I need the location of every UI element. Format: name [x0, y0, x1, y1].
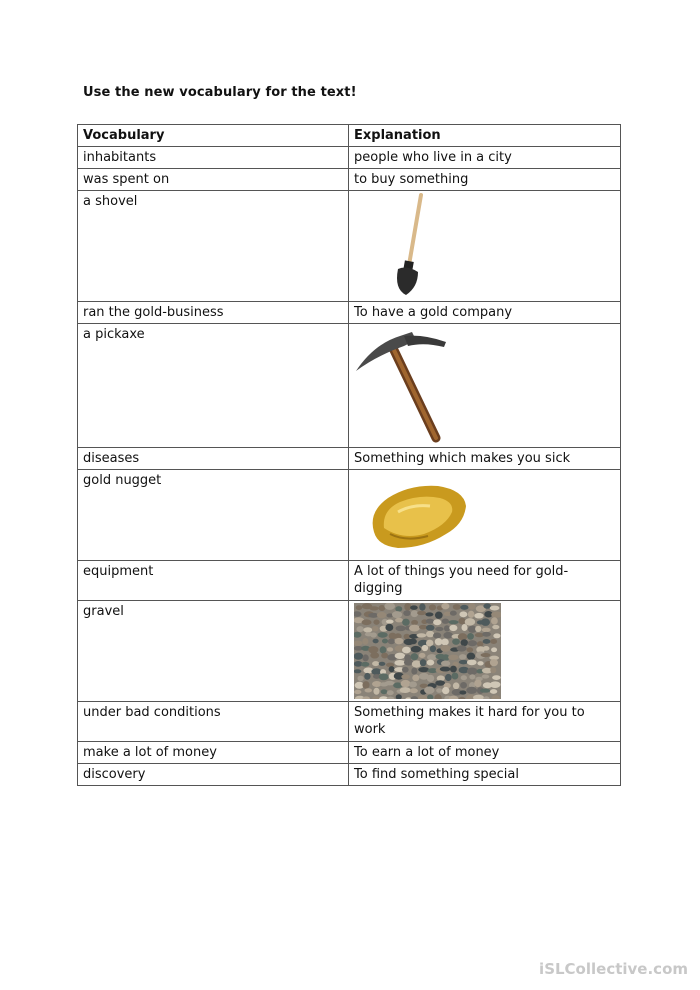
term-cell: diseases — [78, 448, 349, 470]
gravel-image — [354, 603, 501, 699]
vocabulary-header: Vocabulary — [78, 125, 349, 147]
pickaxe-image — [354, 326, 449, 444]
explanation-header: Explanation — [349, 125, 621, 147]
term-cell: a shovel — [78, 191, 349, 302]
watermark-logo: iSLCollective.com — [539, 960, 688, 978]
term-cell: gold nugget — [78, 470, 349, 561]
worksheet-title: Use the new vocabulary for the text! — [83, 85, 357, 100]
table-row — [78, 702, 621, 742]
table-row — [78, 764, 621, 786]
table-row — [78, 470, 621, 561]
vocabulary-table — [77, 124, 621, 786]
gold-nugget-image — [354, 472, 474, 558]
term-cell: inhabitants — [78, 147, 349, 169]
table-row — [78, 147, 621, 169]
term-cell: discovery — [78, 764, 349, 786]
image-cell — [349, 191, 621, 302]
term-cell: ran the gold-business — [78, 302, 349, 324]
term-cell: a pickaxe — [78, 324, 349, 448]
explanation-cell: To earn a lot of money — [349, 742, 621, 764]
explanation-cell: Something which makes you sick — [349, 448, 621, 470]
image-cell — [349, 470, 621, 561]
table-row — [78, 601, 621, 702]
explanation-cell: To find something special — [349, 764, 621, 786]
table-row — [78, 191, 621, 302]
term-cell: equipment — [78, 561, 349, 601]
explanation-cell: people who live in a city — [349, 147, 621, 169]
term-cell: make a lot of money — [78, 742, 349, 764]
term-cell: gravel — [78, 601, 349, 702]
explanation-cell: To have a gold company — [349, 302, 621, 324]
image-cell — [349, 324, 621, 448]
explanation-cell: Something makes it hard for you to work — [349, 702, 621, 742]
term-cell: was spent on — [78, 169, 349, 191]
explanation-cell: A lot of things you need for gold-digging — [349, 561, 621, 601]
image-cell — [349, 601, 621, 702]
table-row — [78, 302, 621, 324]
table-row — [78, 742, 621, 764]
explanation-cell: to buy something — [349, 169, 621, 191]
shovel-image — [354, 193, 434, 299]
term-cell: under bad conditions — [78, 702, 349, 742]
table-header-row — [78, 125, 621, 147]
table-row — [78, 324, 621, 448]
table-row — [78, 169, 621, 191]
table-row — [78, 448, 621, 470]
table-row — [78, 561, 621, 601]
